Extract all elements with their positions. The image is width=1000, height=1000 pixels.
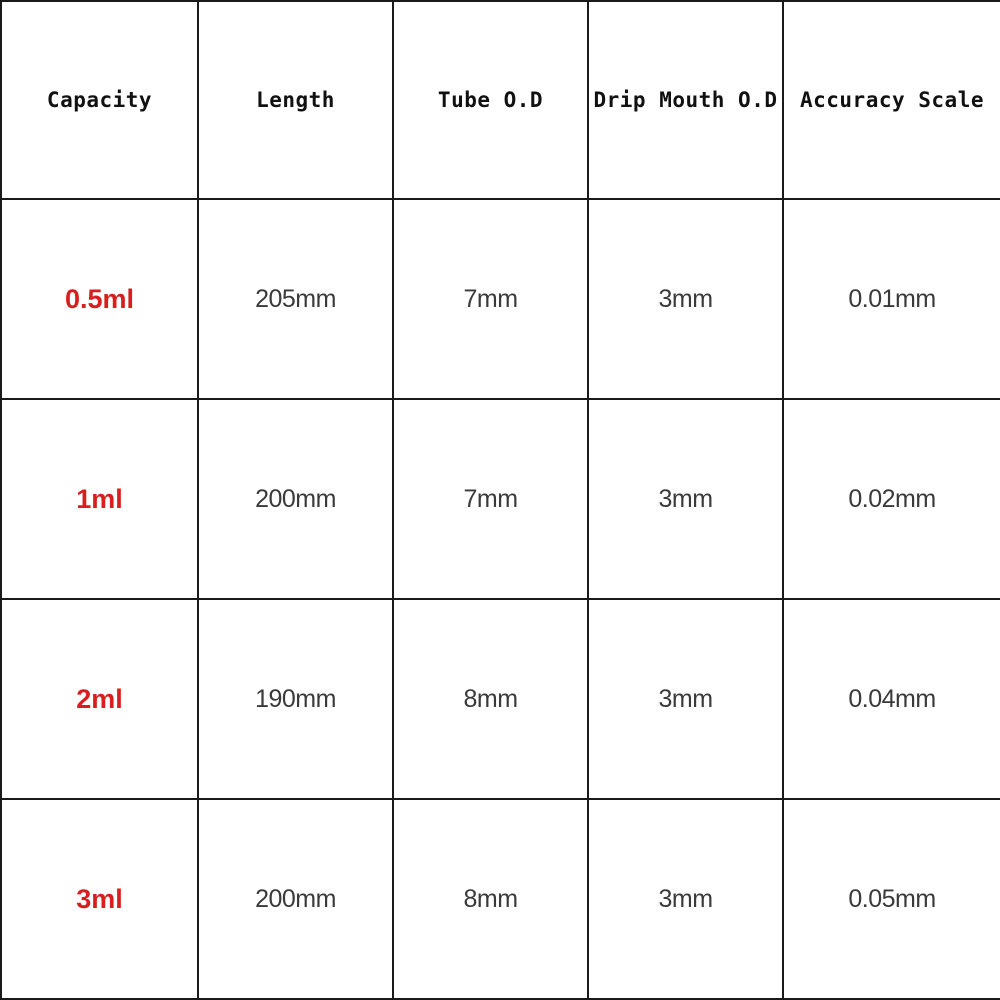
drip-mouth-od-cell: 3mm xyxy=(588,199,783,399)
accuracy-scale-cell: 0.01mm xyxy=(783,199,1000,399)
tube-od-cell: 8mm xyxy=(393,799,588,999)
length-cell: 200mm xyxy=(198,399,393,599)
table-row xyxy=(1,199,1000,399)
drip-mouth-od-cell: 3mm xyxy=(588,799,783,999)
header-drip-mouth-od: Drip Mouth O.D xyxy=(588,1,783,199)
header-row xyxy=(1,1,1000,199)
table-row xyxy=(1,799,1000,999)
drip-mouth-od-cell: 3mm xyxy=(588,399,783,599)
header-length: Length xyxy=(198,1,393,199)
header-capacity: Capacity xyxy=(1,1,198,199)
drip-mouth-od-cell: 3mm xyxy=(588,599,783,799)
length-cell: 190mm xyxy=(198,599,393,799)
table-row xyxy=(1,399,1000,599)
capacity-cell: 2ml xyxy=(1,599,198,799)
capacity-cell: 0.5ml xyxy=(1,199,198,399)
accuracy-scale-cell: 0.02mm xyxy=(783,399,1000,599)
length-cell: 200mm xyxy=(198,799,393,999)
tube-od-cell: 7mm xyxy=(393,399,588,599)
accuracy-scale-cell: 0.04mm xyxy=(783,599,1000,799)
header-tube-od: Tube O.D xyxy=(393,1,588,199)
length-cell: 205mm xyxy=(198,199,393,399)
tube-od-cell: 8mm xyxy=(393,599,588,799)
table-row xyxy=(1,599,1000,799)
header-accuracy-scale: Accuracy Scale xyxy=(783,1,1000,199)
tube-od-cell: 7mm xyxy=(393,199,588,399)
accuracy-scale-cell: 0.05mm xyxy=(783,799,1000,999)
capacity-cell: 1ml xyxy=(1,399,198,599)
capacity-cell: 3ml xyxy=(1,799,198,999)
